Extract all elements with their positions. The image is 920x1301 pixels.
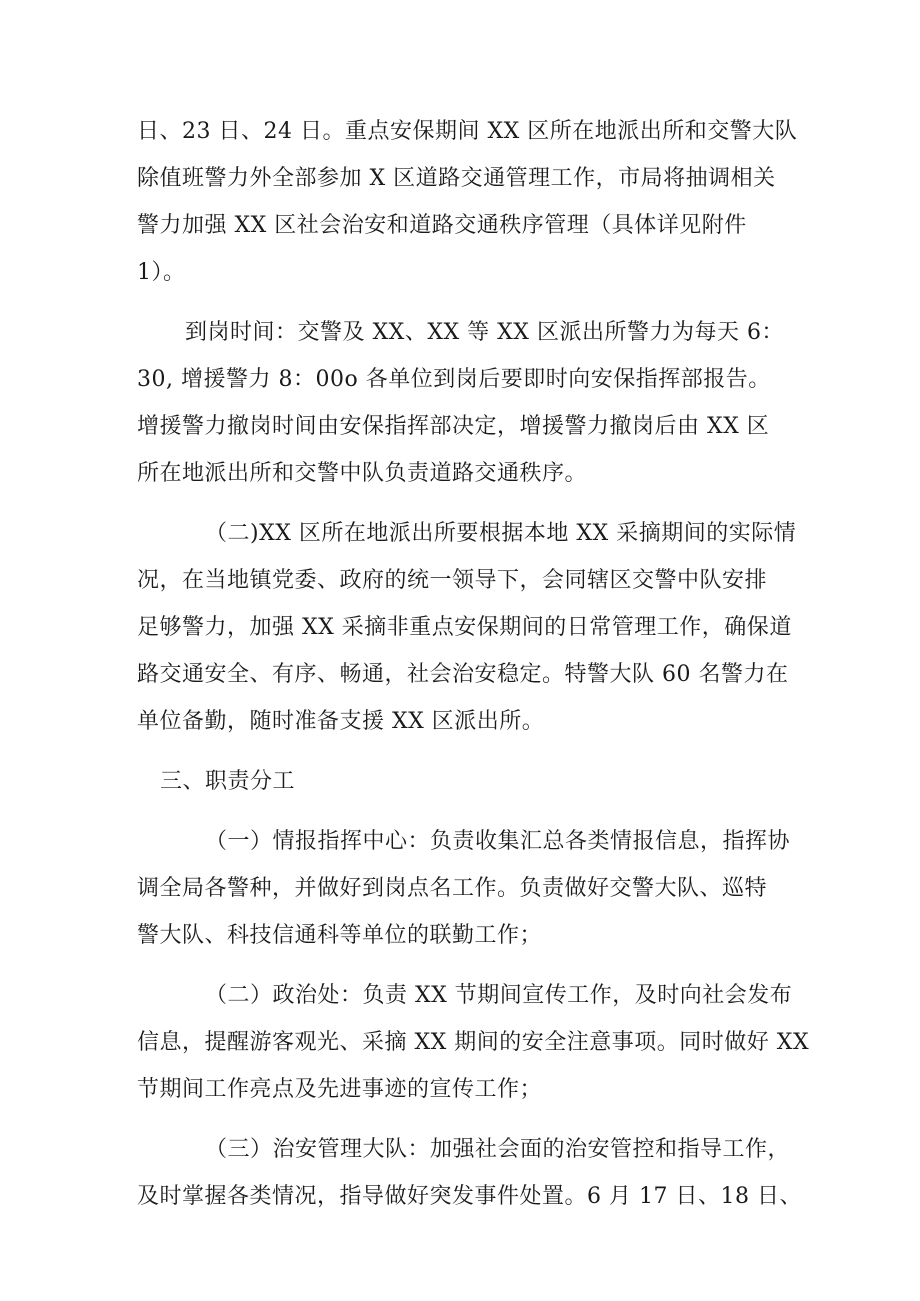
text-line-20: 节期间工作亮点及先进事迹的宣传工作； [137, 1077, 543, 1102]
text-line-1: 日、23 日、24 日。重点安保期间 XX 区所在地派出所和交警大队 [137, 119, 798, 144]
text-line-3: 警力加强 XX 区社会治安和道路交通秩序管理（具体详见附件 [137, 213, 747, 238]
section-heading-3: 三、职责分工 [160, 769, 296, 794]
text-line-22: 及时掌握各类情况，指导做好突发事件处置。6 月 17 日、18 日、 [137, 1184, 802, 1209]
text-line-12: 路交通安全、有序、畅通，社会治安稳定。特警大队 60 名警力在 [137, 662, 789, 687]
text-line-9: （二)XX 区所在地派出所要根据本地 XX 采摘期间的实际情 [205, 521, 797, 546]
text-line-11: 足够警力，加强 XX 采摘非重点安保期间的日常管理工作，确保道 [137, 615, 792, 640]
text-line-19: 信息，提醒游客观光、采摘 XX 期间的安全注意事项。同时做好 XX [137, 1030, 810, 1055]
text-line-15: （一）情报指挥中心：负责收集汇总各类情报信息，指挥协 [205, 829, 791, 854]
text-line-10: 况，在当地镇党委、政府的统一领导下，会同辖区交警中队安排 [137, 568, 768, 593]
text-line-7: 增援警力撤岗时间由安保指挥部决定，增援警力撤岗后由 XX 区 [137, 414, 770, 439]
text-line-17: 警大队、科技信通科等单位的联勤工作； [137, 923, 543, 948]
text-line-18: （二）政治处：负责 XX 节期间宣传工作，及时向社会发布 [205, 983, 793, 1008]
text-line-8: 所在地派出所和交警中队负责道路交通秩序。 [137, 461, 588, 486]
text-line-6: 30, 增援警力 8：00o 各单位到岗后要即时向安保指挥部报告。 [137, 367, 771, 392]
text-line-21: （三）治安管理大队：加强社会面的治安管控和指导工作， [205, 1137, 791, 1162]
text-line-2: 除值班警力外全部参加 X 区道路交通管理工作，市局将抽调相关 [137, 166, 776, 191]
text-line-16: 调全局各警种，并做好到岗点名工作。负责做好交警大队、巡特 [137, 876, 768, 901]
text-line-5: 到岗时间：交警及 XX、XX 等 XX 区派出所警力为每天 6： [185, 320, 784, 345]
text-line-4: 1）。 [137, 260, 186, 285]
text-line-13: 单位备勤，随时准备支援 XX 区派出所。 [137, 709, 545, 734]
